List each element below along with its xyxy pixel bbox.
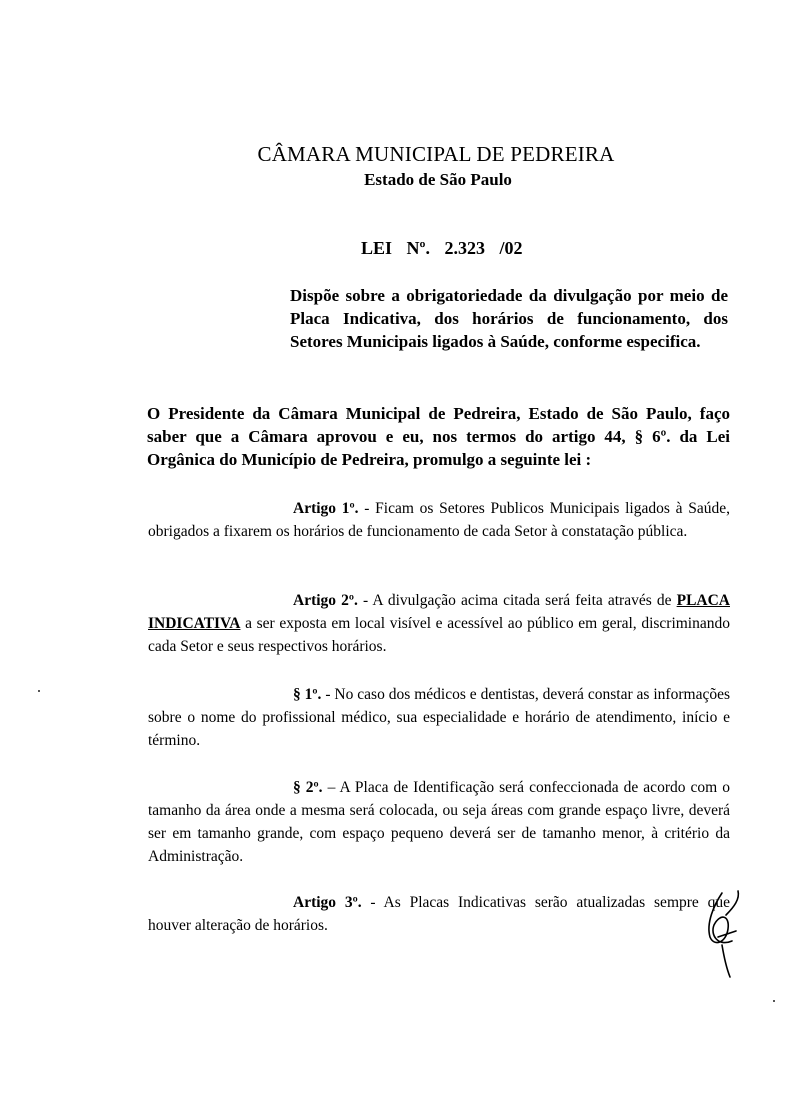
document-header <box>0 142 800 192</box>
law-number: LEI Nº. 2.323 /02 <box>361 238 523 258</box>
state-subtitle: Estado de São Paulo <box>364 170 512 189</box>
article-1-text: - Ficam os Setores Publicos Municipais ligados à Saúde, obrigados a fixarem os horários de funcionamento de cada Setor à constatação pública. <box>148 500 730 540</box>
scan-speck <box>38 690 40 692</box>
paragraph-1-label: § 1º. <box>293 686 322 703</box>
article-3-label: Artigo 3º. <box>293 894 362 911</box>
article-1 <box>148 497 730 543</box>
law-summary: Dispõe sobre a obrigatoriedade da divulgação por meio de Placa Indicativa, dos horários de funcionamento, dos Setores Municipais ligados à Saúde, conforme especifica. <box>290 286 728 351</box>
paragraph-2 <box>148 776 730 868</box>
article-3 <box>148 891 730 937</box>
article-2-text-b: a ser exposta em local visível e acessível ao público em geral, discriminando cada Setor e seus respectivos horários. <box>148 615 730 655</box>
article-2 <box>148 589 730 658</box>
handwritten-signature <box>692 885 752 980</box>
paragraph-2-label: § 2º. <box>293 779 323 796</box>
article-3-text: - As Placas Indicativas serão atualizadas sempre que houver alteração de horários. <box>148 894 730 934</box>
paragraph-1 <box>148 683 730 752</box>
article-2-emphasis: PLACA INDICATIVA <box>148 592 730 632</box>
article-2-text-a: - A divulgação acima citada será feita através de <box>357 592 677 609</box>
chamber-title: CÂMARA MUNICIPAL DE PEDREIRA <box>257 142 615 166</box>
article-1-label: Artigo 1º. <box>293 500 359 517</box>
article-2-label: Artigo 2º. <box>293 592 358 609</box>
paragraph-2-text: – A Placa de Identificação será confeccionada de acordo com o tamanho da área onde a mesma será colocada, ou seja áreas com grande espaço livre, deverá ser em tamanho grande, com espaço pequeno deverá ser de tamanho menor, à critério da Administração. <box>148 779 730 865</box>
scan-speck <box>773 1000 775 1002</box>
preamble: O Presidente da Câmara Municipal de Pedreira, Estado de São Paulo, faço saber que a Câmara aprovou e eu, nos termos do artigo 44, § 6º. da Lei Orgânica do Município de Pedreira, promulgo a seguinte lei : <box>147 404 730 469</box>
paragraph-1-text: - No caso dos médicos e dentistas, deverá constar as informações sobre o nome do profissional médico, sua especialidade e horário de atendimento, início e término. <box>148 686 730 749</box>
